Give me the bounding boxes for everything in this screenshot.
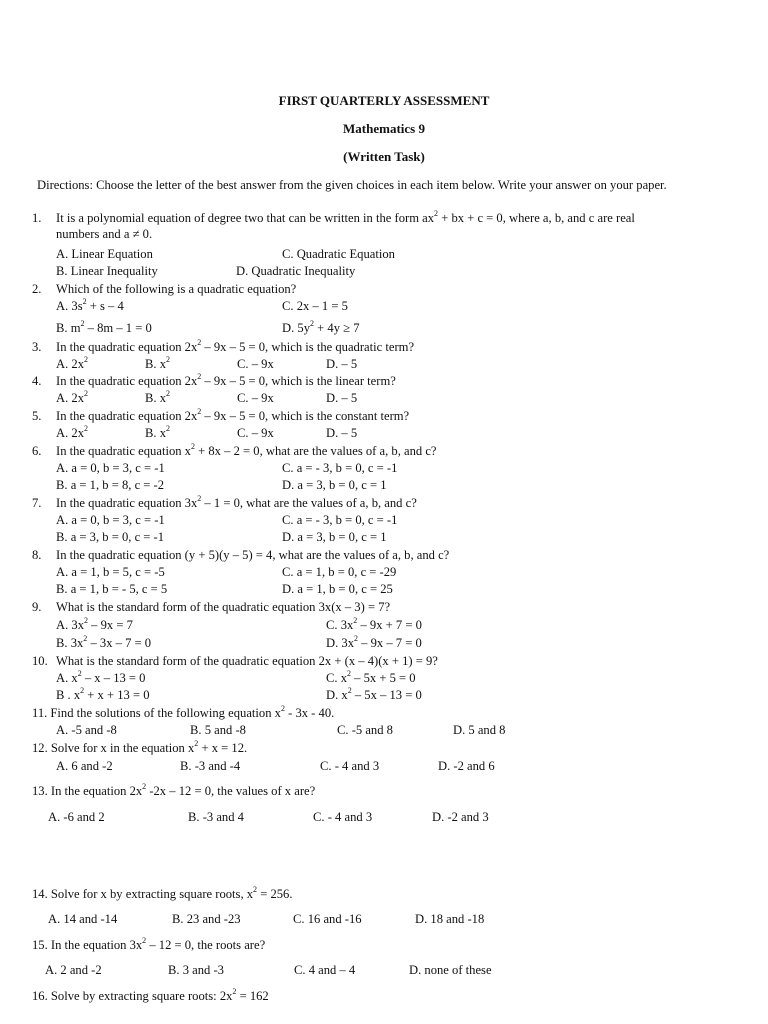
q15-choice-a: A. 2 and -2 [45, 963, 102, 977]
q1-choice-c: C. Quadratic Equation [282, 247, 395, 261]
q2-number: 2. [32, 282, 42, 296]
q7-choice-c: C. a = - 3, b = 0, c = -1 [282, 513, 398, 527]
q2-stem: Which of the following is a quadratic equation? [56, 282, 297, 296]
q11-choice-a: A. -5 and -8 [56, 723, 117, 737]
q8-choice-c: C. a = 1, b = 0, c = -29 [282, 565, 397, 579]
q12-choice-d: D. -2 and 6 [438, 759, 495, 773]
q10-choice-c: C. $x^2 - 5x + 5 = 0$ [326, 669, 416, 685]
q13-choice-b: B. -3 and 4 [188, 810, 244, 824]
q6-choice-d: D. a = 3, b = 0, c = 1 [282, 478, 387, 492]
q11-choice-b: B. 5 and -8 [190, 723, 246, 737]
q1-choice-b: B. Linear Inequality [56, 264, 158, 278]
q1-number: 1. [32, 211, 42, 225]
q4-choice-b: B. $x^2$ [145, 389, 170, 405]
q8-number: 8. [32, 548, 42, 562]
q10-choice-d: D. $x^2 - 5x - 13 = 0$ [326, 686, 422, 702]
q15-choice-b: B. 3 and -3 [168, 963, 224, 977]
q3-choice-b: B. $x^2$ [145, 355, 170, 371]
q4-number: 4. [32, 374, 42, 388]
q9-number: 9. [32, 600, 42, 614]
q9-choice-d: D. $3x^2 - 9x - 7 = 0$ [326, 634, 422, 650]
q1-stem: It is a polynomial equation of degree two that can be written in the form $ax^2$ + bx + c = 0, where a, b, and c are real [56, 209, 635, 225]
q3-choice-d: D. – 5 [326, 357, 358, 371]
directions: Directions: Choose the letter of the best answer from the given choices in each item below. Write your answer on your paper. [37, 178, 667, 192]
q7-choice-d: D. a = 3, b = 0, c = 1 [282, 530, 387, 544]
q9-choice-b: B. $3x^2 - 3x - 7 = 0$ [56, 634, 152, 650]
q2-choice-d: D. $5y^2 + 4y \ge 7$ [282, 319, 360, 335]
q7-choice-b: B. a = 3, b = 0, c = -1 [56, 530, 165, 544]
q13-choice-c: C. - 4 and 3 [313, 810, 373, 824]
q8-choice-b: B. a = 1, b = - 5, c = 5 [56, 582, 168, 596]
q3-choice-c: C. – 9x [237, 357, 274, 371]
q5-choice-d: D. – 5 [326, 426, 358, 440]
q12-choice-a: A. 6 and -2 [56, 759, 113, 773]
q2-choice-b: B. $m^2 - 8m - 1 = 0$ [56, 319, 152, 335]
q8-choice-a: A. a = 1, b = 5, c = -5 [56, 565, 165, 579]
q8-stem: In the quadratic equation (y + 5)(y – 5) = 4, what are the values of a, b, and c? [56, 548, 450, 562]
q15-choice-c: C. 4 and – 4 [294, 963, 356, 977]
q13-choice-d: D. -2 and 3 [432, 810, 489, 824]
q1-choice-d: D. Quadratic Inequality [236, 264, 356, 278]
q13-stem: 13. In the equation $2x^2$ -2x – 12 = 0, the values of x are? [32, 782, 316, 798]
q6-choice-a: A. a = 0, b = 3, c = -1 [56, 461, 165, 475]
q10-choice-a: A. $x^2 - x - 13 = 0$ [56, 669, 146, 685]
q9-stem: What is the standard form of the quadratic equation 3x(x – 3) = 7? [56, 600, 391, 614]
q10-number: 10. [32, 654, 48, 668]
q6-stem: In the quadratic equation $x^2 + 8x - 2 = 0$, what are the values of a, b, and c? [56, 442, 437, 458]
q8-choice-d: D. a = 1, b = 0, c = 25 [282, 582, 393, 596]
q12-choice-b: B. -3 and -4 [180, 759, 241, 773]
q5-choice-c: C. – 9x [237, 426, 274, 440]
task-heading: (Written Task) [343, 149, 425, 164]
q1-choice-a: A. Linear Equation [56, 247, 153, 261]
q10-choice-b: B . $x^2 + x + 13 = 0$ [56, 686, 150, 702]
q15-choice-d: D. none of these [409, 963, 492, 977]
q12-choice-c: C. - 4 and 3 [320, 759, 380, 773]
q14-choice-c: C. 16 and -16 [293, 912, 362, 926]
q6-choice-b: B. a = 1, b = 8, c = -2 [56, 478, 165, 492]
q9-choice-c: C. $3x^2 - 9x + 7 = 0$ [326, 616, 422, 632]
q13-choice-a: A. -6 and 2 [48, 810, 105, 824]
q11-stem: 11. Find the solutions of the following equation $x^2 - 3x - 40$. [32, 704, 335, 720]
q4-choice-c: C. – 9x [237, 391, 274, 405]
q14-choice-b: B. 23 and -23 [172, 912, 241, 926]
q7-stem: In the quadratic equation $3x^2 - 1 = 0$, what are the values of a, b, and c? [56, 494, 417, 510]
q5-number: 5. [32, 409, 42, 423]
q10-stem: What is the standard form of the quadratic equation 2x + (x – 4)(x + 1) = 9? [56, 654, 438, 668]
q14-stem: 14. Solve for x by extracting square roots, $x^2 = 256$. [32, 885, 293, 901]
q6-number: 6. [32, 444, 42, 458]
q4-choice-d: D. – 5 [326, 391, 358, 405]
q4-stem: In the quadratic equation $2x^2 - 9x - 5 = 0$, which is the linear term? [56, 372, 396, 388]
q14-choice-d: D. 18 and -18 [415, 912, 485, 926]
q3-choice-a: A. $2x^2$ [56, 355, 88, 371]
q3-number: 3. [32, 340, 42, 354]
q6-choice-c: C. a = - 3, b = 0, c = -1 [282, 461, 398, 475]
q4-choice-a: A. $2x^2$ [56, 389, 88, 405]
subject-heading: Mathematics 9 [343, 121, 425, 136]
q5-stem: In the quadratic equation $2x^2 - 9x - 5 = 0$, which is the constant term? [56, 407, 410, 423]
q11-choice-d: D. 5 and 8 [453, 723, 506, 737]
q7-number: 7. [32, 496, 42, 510]
q5-choice-a: A. $2x^2$ [56, 424, 88, 440]
q7-choice-a: A. a = 0, b = 3, c = -1 [56, 513, 165, 527]
q9-choice-a: A. $3x^2 - 9x = 7$ [56, 616, 133, 632]
q2-choice-a: A. $3s^2 + s - 4$ [56, 297, 124, 313]
q3-stem: In the quadratic equation $2x^2 - 9x - 5 = 0$, which is the quadratic term? [56, 338, 415, 354]
q12-stem: 12. Solve for x in the equation $x^2 + x = 12$. [32, 739, 248, 755]
q1-stem-cont: numbers and a ≠ 0. [56, 227, 153, 241]
q14-choice-a: A. 14 and -14 [48, 912, 118, 926]
q11-choice-c: C. -5 and 8 [337, 723, 393, 737]
q16-stem: 16. Solve by extracting square roots: $2x^2 = 162$ [32, 987, 269, 1003]
page-title: FIRST QUARTERLY ASSESSMENT [278, 93, 490, 108]
q2-choice-c: C. 2x – 1 = 5 [282, 299, 348, 313]
q5-choice-b: B. $x^2$ [145, 424, 170, 440]
q15-stem: 15. In the equation $3x^2 - 12 = 0$, the roots are? [32, 936, 266, 952]
